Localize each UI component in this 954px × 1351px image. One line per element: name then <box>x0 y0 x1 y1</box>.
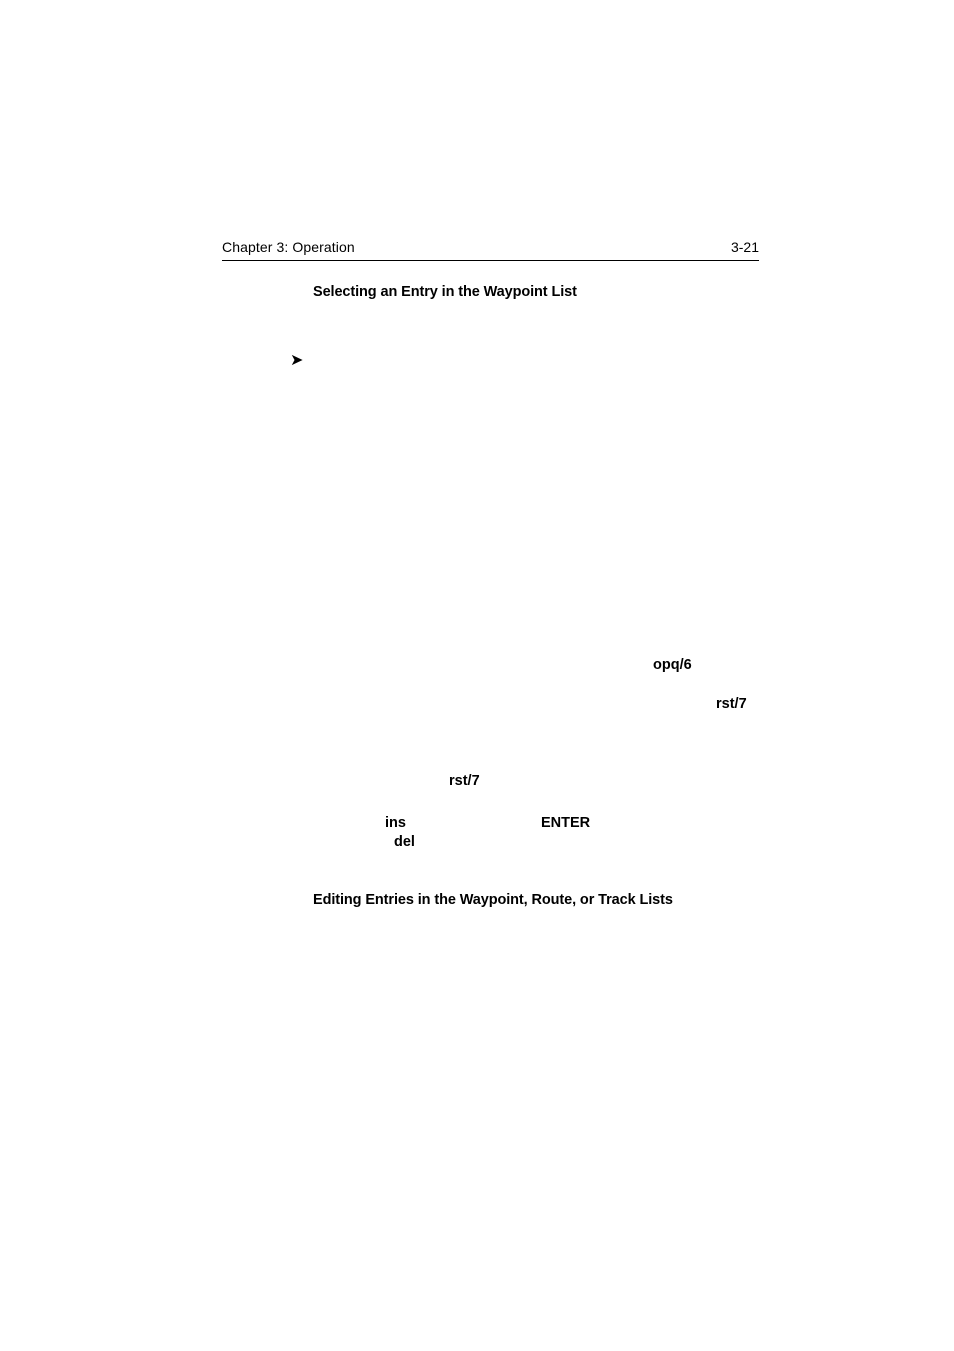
key-label-opq: opq/6 <box>653 657 692 673</box>
key-label-del: del <box>394 834 415 850</box>
key-label-enter: ENTER <box>541 815 591 831</box>
arrow-bullet-icon: ➤ <box>290 352 304 369</box>
key-label-rst: rst/7 <box>716 696 747 712</box>
running-header <box>222 238 759 261</box>
section-heading-editing-entries: Editing Entries in the Waypoint, Route, or Track Lists <box>313 892 673 908</box>
chapter-title: Chapter 3: Operation <box>222 239 355 255</box>
section-heading-selecting-entry: Selecting an Entry in the Waypoint List <box>313 284 577 300</box>
key-label-rst: rst/7 <box>449 773 480 789</box>
page-number: 3-21 <box>730 239 759 255</box>
key-label-ins: ins <box>385 815 406 831</box>
